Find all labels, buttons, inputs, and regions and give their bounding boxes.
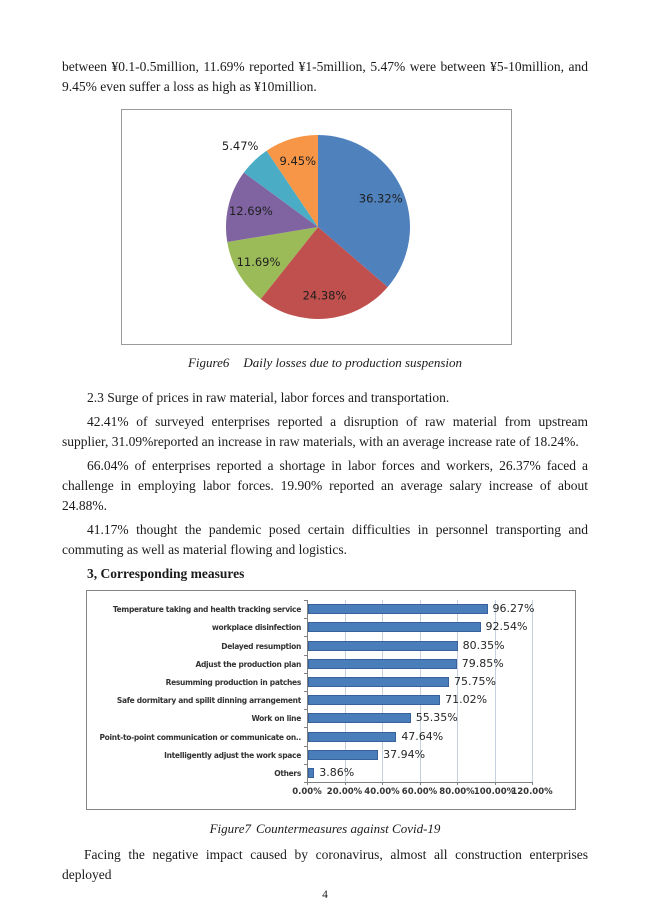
bar-value-label: 3.86% — [319, 766, 355, 779]
x-axis-tick-label: 40.00% — [364, 787, 400, 797]
bar-category-label — [89, 603, 301, 615]
bar-7 — [308, 713, 411, 723]
bar-category-label-text: Adjust the production plan — [195, 659, 301, 669]
category-axis-tick — [304, 636, 307, 637]
bar-category-label — [89, 749, 301, 761]
bar-9 — [308, 750, 378, 760]
bar-5 — [308, 677, 449, 687]
figure7-bar-chart-frame — [86, 590, 576, 810]
bar-value-label: 55.35% — [415, 711, 458, 724]
category-axis-tick — [304, 764, 307, 765]
pie-data-label: 9.45% — [279, 154, 317, 168]
bar-category-label-text: workplace disinfection — [211, 622, 301, 632]
bar-category-label — [89, 731, 301, 743]
bar-2 — [308, 622, 481, 632]
pie-data-label: 5.47% — [221, 139, 259, 154]
figure7-caption — [62, 819, 588, 839]
bar-value-label: 37.94% — [383, 748, 426, 761]
x-axis-tick-label: 80.00% — [439, 787, 475, 797]
bar-category-label — [89, 767, 301, 779]
figure6-caption — [62, 353, 588, 373]
bar-category-label-text: Delayed resumption — [221, 641, 301, 651]
x-axis-tick-label: 100.00% — [473, 787, 516, 797]
bar-8 — [308, 732, 396, 742]
bar-value-label: 96.27% — [492, 602, 535, 615]
bar-category-label-text: Others — [274, 768, 301, 778]
paragraph-raw-material: 42.41% of surveyed enterprises reported a disruption of raw material from upstream supplier, 31.09%reported an increase in raw materials, with an average increase rate of 18.24%. — [62, 414, 588, 449]
bar-category-label — [89, 676, 301, 688]
pie-chart — [122, 110, 511, 344]
category-axis-tick — [304, 691, 307, 692]
bar-category-label — [89, 658, 301, 670]
category-axis-tick — [304, 600, 307, 601]
bar-6 — [308, 695, 440, 705]
paragraph-transport: 41.17% thought the pandemic posed certain difficulties in personnel transporting and commuting as well as material flowing and logistics. — [62, 522, 588, 557]
category-axis-tick — [304, 655, 307, 656]
bar-value-label: 75.75% — [454, 675, 496, 688]
bar-category-label — [89, 640, 301, 652]
x-axis-line — [307, 782, 533, 783]
bar-gridline — [532, 600, 533, 782]
bar-value-label: 47.64% — [401, 730, 444, 743]
bar-category-label-text: Intelligently adjust the work space — [164, 750, 301, 760]
paragraph-section-2-3: 2.3 Surge of prices in raw material, labor forces and transportation. — [87, 390, 450, 405]
category-axis-tick — [304, 727, 307, 728]
figure6-caption-text: Daily losses due to production suspension — [243, 355, 463, 370]
paragraph-losses: between ¥0.1-0.5million, 11.69% reported ¥1-5million, 5.47% were between ¥5-10million, and 9.45% even suffer a loss as high as ¥10million. — [62, 59, 588, 94]
pie-data-label: 36.32% — [358, 191, 403, 206]
category-axis-tick — [304, 709, 307, 710]
bar-3 — [308, 641, 458, 651]
figure6-caption-label: Figure6 — [187, 355, 230, 370]
bar-value-label: 71.02% — [445, 693, 488, 706]
bar-category-label-text: Temperature taking and health tracking service — [112, 604, 301, 614]
bar-category-label-text: Point-to-point communication or communicate on.. — [99, 732, 301, 742]
bar-category-label — [89, 694, 301, 706]
bar-category-label-text: Work on line — [251, 713, 301, 723]
bar-1 — [308, 604, 488, 614]
bar-4 — [308, 659, 457, 669]
x-axis-tick-label: 120.00% — [511, 787, 553, 797]
paragraph-labor: 66.04% of enterprises reported a shortage in labor forces and workers, 26.37% faced a challenge in employing labor forces. 19.90% reported an average salary increase of about 24.88%. — [62, 458, 588, 513]
pie-data-label: 24.38% — [302, 288, 347, 303]
heading-corresponding-measures: 3, Corresponding measures — [87, 566, 245, 581]
paragraph-facing: Facing the negative impact caused by coronavirus, almost all construction enterprises deployed — [62, 847, 588, 882]
figure7-caption-label: Figure7 — [209, 821, 251, 836]
bar-category-label-text: Safe dormitary and spilit dinning arrangement — [116, 695, 301, 705]
category-axis-tick — [304, 673, 307, 674]
bar-value-label: 79.85% — [461, 657, 504, 670]
x-axis-tick-label: 60.00% — [401, 787, 438, 797]
bar-10 — [308, 768, 314, 778]
category-axis-tick — [304, 782, 307, 783]
pie-data-label: 11.69% — [236, 255, 281, 269]
bar-category-label — [89, 712, 301, 724]
bar-value-label: 80.35% — [462, 639, 505, 652]
category-axis-tick — [304, 618, 307, 619]
bar-category-label — [89, 621, 301, 633]
page-number: 4 — [322, 889, 328, 901]
figure6-pie-chart-frame — [121, 109, 512, 345]
pie-data-label: 12.69% — [228, 204, 273, 218]
x-axis-tick-label: 0.00% — [292, 787, 322, 797]
x-axis-tick-label: 20.00% — [326, 787, 363, 797]
bar-category-label-text: Resumming production in patches — [165, 677, 301, 687]
figure7-caption-text: Countermeasures against Covid-19 — [256, 821, 441, 836]
category-axis-tick — [304, 746, 307, 747]
bar-value-label: 92.54% — [485, 620, 528, 633]
